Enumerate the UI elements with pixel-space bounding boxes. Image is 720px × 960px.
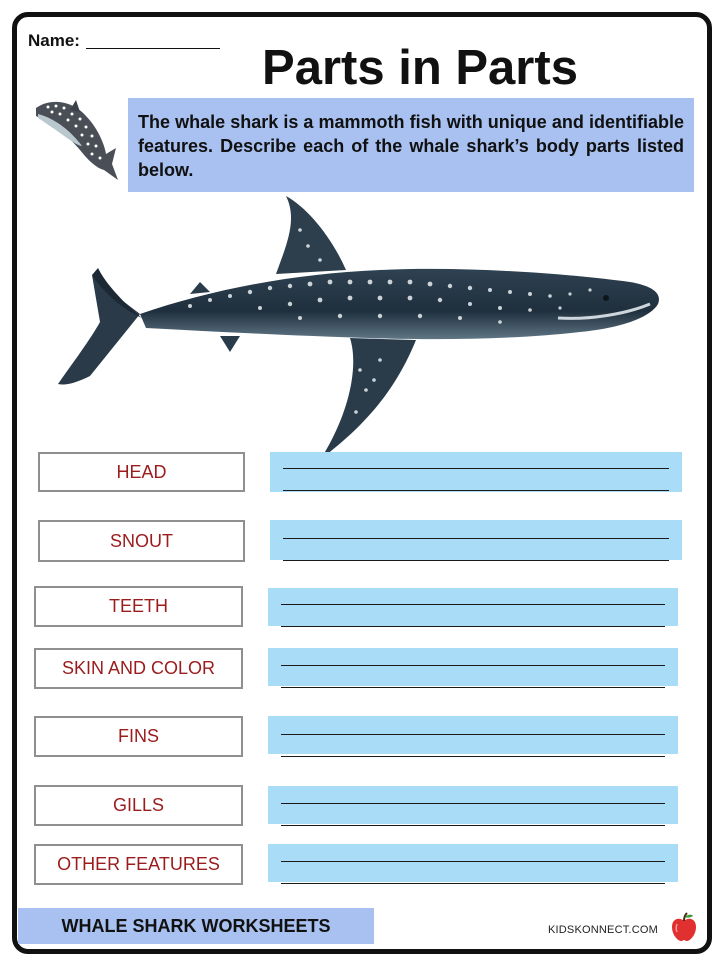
name-field[interactable]: [86, 48, 220, 49]
part-label-gills: GILLS: [34, 785, 243, 826]
part-label-snout: SNOUT: [38, 520, 245, 562]
answer-field-skin-and-color[interactable]: [268, 648, 678, 686]
footer-tag: WHALE SHARK WORKSHEETS: [18, 908, 374, 944]
whale-shark-illustration: [50, 190, 670, 465]
instructions-box: The whale shark is a mammoth fish with unique and identifiable features. Describe each of the whale shark’s body parts listed below.: [128, 98, 694, 192]
answer-field-head[interactable]: [270, 452, 682, 492]
answer-field-gills[interactable]: [268, 786, 678, 824]
whale-shark-icon: [30, 94, 122, 186]
part-label-other-features: OTHER FEATURES: [34, 844, 243, 885]
site-name: KIDSKONNECT.COM: [548, 924, 658, 936]
answer-field-teeth[interactable]: [268, 588, 678, 626]
answer-field-snout[interactable]: [270, 520, 682, 560]
apple-icon: [670, 912, 698, 942]
page-title: Parts in Parts: [262, 41, 578, 95]
answer-field-other-features[interactable]: [268, 844, 678, 882]
part-label-head: HEAD: [38, 452, 245, 492]
part-label-fins: FINS: [34, 716, 243, 757]
name-label: Name:: [28, 31, 80, 50]
part-label-teeth: TEETH: [34, 586, 243, 627]
part-label-skin-and-color: SKIN AND COLOR: [34, 648, 243, 689]
answer-field-fins[interactable]: [268, 716, 678, 754]
